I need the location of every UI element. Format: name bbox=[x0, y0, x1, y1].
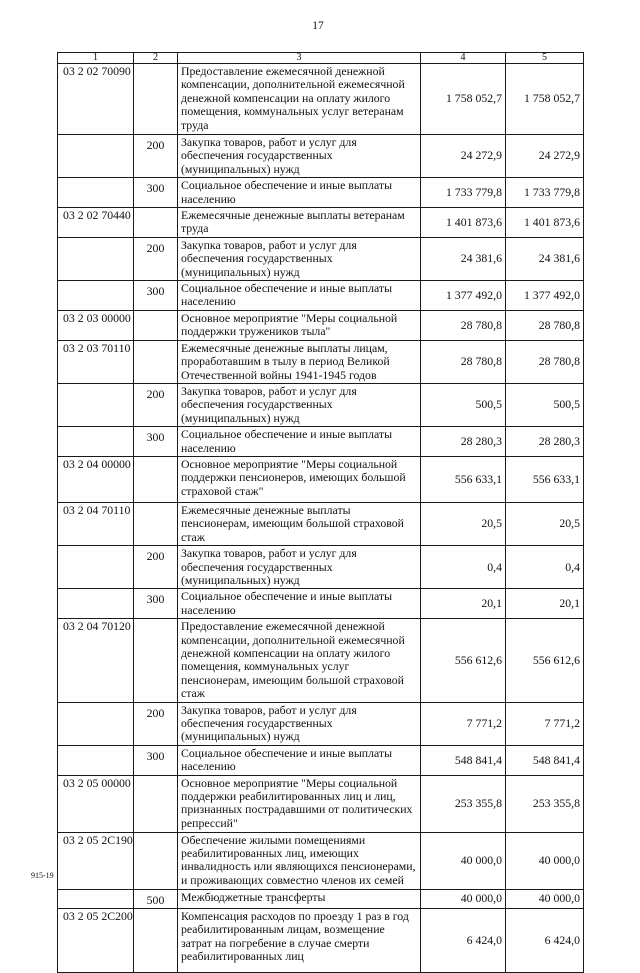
row-description: Ежемесячные денежные выплаты ветеранам труда bbox=[178, 208, 421, 238]
row-description: Закупка товаров, работ и услуг для обеспечения государственных (муниципальных) нужд bbox=[178, 546, 421, 589]
row-code bbox=[58, 237, 134, 280]
row-amount-col4: 6 424,0 bbox=[421, 909, 506, 973]
row-description: Закупка товаров, работ и услуг для обеспечения государственных (муниципальных) нужд bbox=[178, 237, 421, 280]
row-description: Ежемесячные денежные выплаты пенсионерам, имеющим большой страховой стаж bbox=[178, 502, 421, 545]
table-row bbox=[58, 208, 584, 238]
row-description: Закупка товаров, работ и услуг для обеспечения государственных (муниципальных) нужд bbox=[178, 135, 421, 178]
row-amount-col4: 548 841,4 bbox=[421, 745, 506, 775]
table-row bbox=[58, 237, 584, 280]
row-amount-col5: 40 000,0 bbox=[506, 832, 584, 889]
row-type bbox=[134, 832, 178, 889]
table-row bbox=[58, 775, 584, 832]
row-amount-col5: 28 280,3 bbox=[506, 427, 584, 457]
row-description: Обеспечение жилыми помещениями реабилитированных лиц, имеющих инвалидность или являющихся пенсионерами, и проживающих совместно членов их семей bbox=[178, 832, 421, 889]
row-amount-col5: 20,1 bbox=[506, 589, 584, 619]
row-type: 200 bbox=[134, 135, 178, 178]
row-amount-col4: 40 000,0 bbox=[421, 832, 506, 889]
table-row bbox=[58, 502, 584, 545]
row-type bbox=[134, 909, 178, 973]
row-type bbox=[134, 64, 178, 135]
row-amount-col4: 0,4 bbox=[421, 546, 506, 589]
table-row bbox=[58, 178, 584, 208]
row-description: Основное мероприятие "Меры социальной поддержки реабилитированных лиц и лиц, признанных пострадавшими от политических репрессий" bbox=[178, 775, 421, 832]
row-description: Предоставление ежемесячной денежной компенсации, дополнительной ежемесячной денежной компенсации на оплату жилого помещения, коммунальных услуг ветеранам труда bbox=[178, 64, 421, 135]
row-amount-col5: 500,5 bbox=[506, 383, 584, 426]
table-body bbox=[58, 64, 584, 973]
column-header-4: 4 bbox=[421, 53, 506, 64]
row-amount-col4: 1 377 492,0 bbox=[421, 281, 506, 311]
table-row bbox=[58, 310, 584, 340]
row-type: 200 bbox=[134, 237, 178, 280]
row-type bbox=[134, 340, 178, 383]
row-description: Социальное обеспечение и иные выплаты населению bbox=[178, 178, 421, 208]
row-code: 03 2 03 70110 bbox=[58, 340, 134, 383]
row-type: 300 bbox=[134, 589, 178, 619]
column-header-1: 1 bbox=[58, 53, 134, 64]
table-row bbox=[58, 456, 584, 502]
table-row bbox=[58, 546, 584, 589]
footer-code: 915-19 bbox=[31, 871, 54, 880]
table-row bbox=[58, 889, 584, 908]
row-amount-col5: 1 377 492,0 bbox=[506, 281, 584, 311]
row-amount-col4: 1 758 052,7 bbox=[421, 64, 506, 135]
row-type bbox=[134, 208, 178, 238]
row-code: 03 2 02 70440 bbox=[58, 208, 134, 238]
row-description: Межбюджетные трансферты bbox=[178, 889, 421, 908]
row-code bbox=[58, 135, 134, 178]
table-row bbox=[58, 64, 584, 135]
table-header bbox=[58, 53, 584, 64]
row-description: Социальное обеспечение и иные выплаты населению bbox=[178, 427, 421, 457]
row-amount-col5: 24 381,6 bbox=[506, 237, 584, 280]
row-description: Основное мероприятие "Меры социальной поддержки пенсионеров, имеющих большой страховой стаж" bbox=[178, 456, 421, 502]
row-code: 03 2 05 2С200 bbox=[58, 909, 134, 973]
row-type: 300 bbox=[134, 427, 178, 457]
row-amount-col5: 7 771,2 bbox=[506, 702, 584, 745]
row-amount-col5: 28 780,8 bbox=[506, 340, 584, 383]
row-code bbox=[58, 745, 134, 775]
row-amount-col4: 253 355,8 bbox=[421, 775, 506, 832]
row-amount-col4: 28 780,8 bbox=[421, 340, 506, 383]
row-amount-col5: 556 633,1 bbox=[506, 456, 584, 502]
row-description: Предоставление ежемесячной денежной компенсации, дополнительной ежемесячной денежной компенсации на оплату жилого помещения, коммунальных услуг пенсионерам, имеющим большой страховой стаж bbox=[178, 619, 421, 702]
table-row bbox=[58, 383, 584, 426]
table-row bbox=[58, 745, 584, 775]
row-amount-col5: 1 733 779,8 bbox=[506, 178, 584, 208]
row-code: 03 2 02 70090 bbox=[58, 64, 134, 135]
budget-table bbox=[57, 52, 584, 973]
row-amount-col4: 556 612,6 bbox=[421, 619, 506, 702]
row-type bbox=[134, 456, 178, 502]
row-amount-col5: 6 424,0 bbox=[506, 909, 584, 973]
table-row bbox=[58, 832, 584, 889]
row-description: Компенсация расходов по проезду 1 раз в год реабилитированным лицам, возмещение затрат на погребение в случае смерти реабилитированных лиц bbox=[178, 909, 421, 973]
row-code: 03 2 03 00000 bbox=[58, 310, 134, 340]
row-code: 03 2 05 00000 bbox=[58, 775, 134, 832]
table-row bbox=[58, 702, 584, 745]
row-code bbox=[58, 702, 134, 745]
table-row bbox=[58, 427, 584, 457]
row-type: 200 bbox=[134, 702, 178, 745]
row-amount-col4: 20,1 bbox=[421, 589, 506, 619]
row-description: Социальное обеспечение и иные выплаты населению bbox=[178, 589, 421, 619]
row-type: 200 bbox=[134, 546, 178, 589]
row-code bbox=[58, 427, 134, 457]
row-amount-col4: 7 771,2 bbox=[421, 702, 506, 745]
row-code bbox=[58, 281, 134, 311]
column-header-3: 3 bbox=[178, 53, 421, 64]
row-amount-col4: 24 272,9 bbox=[421, 135, 506, 178]
row-amount-col5: 20,5 bbox=[506, 502, 584, 545]
table-row bbox=[58, 135, 584, 178]
row-code: 03 2 04 70110 bbox=[58, 502, 134, 545]
row-amount-col5: 24 272,9 bbox=[506, 135, 584, 178]
table-row bbox=[58, 909, 584, 973]
row-amount-col5: 253 355,8 bbox=[506, 775, 584, 832]
row-code bbox=[58, 383, 134, 426]
page-number: 17 bbox=[312, 20, 324, 32]
row-amount-col4: 20,5 bbox=[421, 502, 506, 545]
row-amount-col4: 40 000,0 bbox=[421, 889, 506, 908]
row-amount-col5: 40 000,0 bbox=[506, 889, 584, 908]
row-type: 300 bbox=[134, 281, 178, 311]
row-type bbox=[134, 310, 178, 340]
row-code: 03 2 05 2С190 bbox=[58, 832, 134, 889]
row-code: 03 2 04 00000 bbox=[58, 456, 134, 502]
row-code bbox=[58, 546, 134, 589]
row-amount-col4: 1 401 873,6 bbox=[421, 208, 506, 238]
row-type bbox=[134, 502, 178, 545]
row-description: Основное мероприятие "Меры социальной поддержки тружеников тыла" bbox=[178, 310, 421, 340]
row-amount-col4: 556 633,1 bbox=[421, 456, 506, 502]
row-type: 300 bbox=[134, 745, 178, 775]
column-header-2: 2 bbox=[134, 53, 178, 64]
row-amount-col5: 1 758 052,7 bbox=[506, 64, 584, 135]
row-type bbox=[134, 775, 178, 832]
row-amount-col5: 548 841,4 bbox=[506, 745, 584, 775]
row-amount-col4: 24 381,6 bbox=[421, 237, 506, 280]
row-amount-col4: 28 280,3 bbox=[421, 427, 506, 457]
row-type bbox=[134, 619, 178, 702]
row-type: 200 bbox=[134, 383, 178, 426]
row-description: Социальное обеспечение и иные выплаты населению bbox=[178, 745, 421, 775]
column-header-5: 5 bbox=[506, 53, 584, 64]
table-row bbox=[58, 619, 584, 702]
row-amount-col4: 1 733 779,8 bbox=[421, 178, 506, 208]
row-type: 300 bbox=[134, 178, 178, 208]
row-amount-col5: 556 612,6 bbox=[506, 619, 584, 702]
row-amount-col4: 28 780,8 bbox=[421, 310, 506, 340]
table-row bbox=[58, 281, 584, 311]
row-code bbox=[58, 589, 134, 619]
row-amount-col4: 500,5 bbox=[421, 383, 506, 426]
row-description: Социальное обеспечение и иные выплаты населению bbox=[178, 281, 421, 311]
row-code bbox=[58, 178, 134, 208]
row-amount-col5: 0,4 bbox=[506, 546, 584, 589]
row-amount-col5: 1 401 873,6 bbox=[506, 208, 584, 238]
header-row bbox=[58, 53, 584, 64]
row-description: Ежемесячные денежные выплаты лицам, проработавшим в тылу в период Великой Отечественной войны 1941-1945 годов bbox=[178, 340, 421, 383]
row-type: 500 bbox=[134, 889, 178, 908]
row-description: Закупка товаров, работ и услуг для обеспечения государственных (муниципальных) нужд bbox=[178, 383, 421, 426]
row-description: Закупка товаров, работ и услуг для обеспечения государственных (муниципальных) нужд bbox=[178, 702, 421, 745]
row-code bbox=[58, 889, 134, 908]
row-code: 03 2 04 70120 bbox=[58, 619, 134, 702]
row-amount-col5: 28 780,8 bbox=[506, 310, 584, 340]
table-row bbox=[58, 589, 584, 619]
table-row bbox=[58, 340, 584, 383]
